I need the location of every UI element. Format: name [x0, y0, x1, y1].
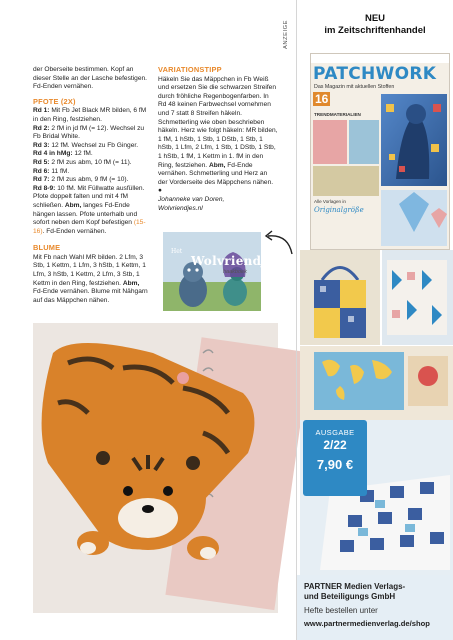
- pfote-row-2: Rd 2: 2 fM in jd fM (= 12). Wechsel zu Fb Bridal White.: [33, 124, 145, 141]
- world-map-illustration: [300, 346, 453, 420]
- book-cover-image: [163, 232, 281, 311]
- curved-arrow-icon: [258, 228, 298, 258]
- ad-footer: [297, 575, 453, 640]
- issue-price: 7,90 €: [316, 457, 354, 472]
- issue-number: 2/22: [323, 438, 347, 452]
- tiger-pencil-case-photo: [33, 323, 278, 613]
- tiger-crochet-illustration: [33, 323, 278, 613]
- shop-url-link[interactable]: www.partnermedienverlag.de/shop: [304, 619, 430, 628]
- author-name: Johanneke van Doren,: [158, 195, 225, 203]
- book-title: Wolvriendjes: [191, 254, 281, 268]
- pfote-row-6: Rd 6: 11 fM.: [33, 167, 70, 175]
- column-divider: [296, 0, 297, 640]
- magazine-cover[interactable]: [310, 53, 450, 250]
- mag-side-note: Alle Vorlagen in: [314, 199, 346, 204]
- pfote-row-5: Rd 5: 2 fM zus abm, 10 fM (= 11).: [33, 158, 132, 166]
- pfote-row-1: Rd 1: Mit Fb Jet Black MR bilden, 6 fM in den Ring, festziehen.: [33, 107, 147, 123]
- ad-headline: [297, 0, 453, 46]
- world-map-quilt-photo: [300, 346, 453, 420]
- quilt-illustration-1: [382, 250, 453, 345]
- mag-side-highlight: Originalgröße: [314, 206, 364, 214]
- pfote-row-3: Rd 3: 12 fM. Wechsel zu Fb Ginger.: [33, 141, 139, 149]
- mag-title: PATCHWORK: [313, 64, 437, 84]
- blume-heading: BLUME: [33, 243, 61, 253]
- instructions-column-right: [158, 66, 278, 213]
- pfote-row-8: Rd 8-9: 10 fM. Mit Füllwatte ausfüllen. Pfote doppelt falten und mit 4 fM schließen. Abm, langes Fd-Ende hängen lassen. Pfote unterhalb und sofort neben dem Kopf befestigen (15-16). Fd-Enden vernähen.: [33, 184, 146, 235]
- issue-label: AUSGABE: [315, 428, 355, 437]
- variationstipp-text: Häkeln Sie das Mäppchen in Fb Weiß und ersetzen Sie die schwarzen Streifen durch fröhliche Regenbogenfarben. In Rd 48 keinen Farbwechsel vornehmen und 7 statt 8 Streifen häkeln. Schmetterling wie oben beschrieben häkeln. Herz wie folgt häkeln: MR bilden, 1 fM, 1 hStb, 1 Stb, 1 DStb, 1 Stb, 1 hStb, 1 Lfm, 2 Lfm, 1 Stb, 1 DStb, 1 Stb, 1 hStb, 1 fM, 1 Kettm in 1. fM in den Ring, festziehen. Abm, Fd-Ende vernähen. Schmetterling und Herz an der Vorderseite des Mäppchens nähen. ●: [158, 75, 278, 195]
- order-text: Hefte bestellen unter: [304, 606, 378, 615]
- ad-headline-sub: im Zeitschriftenhandel: [324, 25, 426, 36]
- mag-trend-label: TRENDMATERIALIEN: [314, 112, 361, 117]
- pfote-row-4: Rd 4 in hMg: 12 fM.: [33, 150, 93, 158]
- anzeige-label: ANZEIGE: [283, 20, 289, 49]
- mag-issue-number: 16: [315, 92, 329, 106]
- ad-headline-new: NEU: [364, 13, 386, 24]
- blume-text: Mit Fb nach Wahl MR bilden. 2 Lfm, 3 Stb, 1 Kettm, 1 Lfm, 3 hStb, 1 Kettm, 1 Lfm, 3 hStb, 1 Kettm, 2 Lfm, 3 Stb, 1 Kettm in den Ring, festziehen. Abm, Fd-Ende vernähen. Blume mit Nähgarn auf das Mäppchen nähen.: [33, 253, 148, 304]
- intro-text: der Oberseite bestimmen. Kopf an dieser Stelle an der Lasche befestigen. Fd-Enden vernähen.: [33, 66, 147, 91]
- variationstipp-heading: VARIATIONSTIPP: [158, 65, 222, 74]
- mag-subtitle: Das Magazin mit aktuellen Stoffen: [314, 84, 395, 90]
- author-website[interactable]: Wolvriendjes.nl: [158, 204, 203, 212]
- tote-bag-photo: [300, 250, 380, 345]
- quilt-photo-1: [382, 250, 453, 345]
- publisher-name: PARTNER Medien Verlags- und Beteiligungs GmbH: [304, 582, 406, 601]
- pfote-row-7: Rd 7: 2 fM zus abm, 9 fM (= 10).: [33, 176, 129, 184]
- pfote-heading: PFOTE (2X): [33, 96, 76, 106]
- book-subtitle: haakboek: [223, 269, 247, 275]
- tote-bag-illustration: [300, 250, 380, 345]
- book-title-small: Het: [171, 248, 183, 255]
- issue-badge: [303, 420, 367, 496]
- instructions-column-left: [33, 66, 151, 305]
